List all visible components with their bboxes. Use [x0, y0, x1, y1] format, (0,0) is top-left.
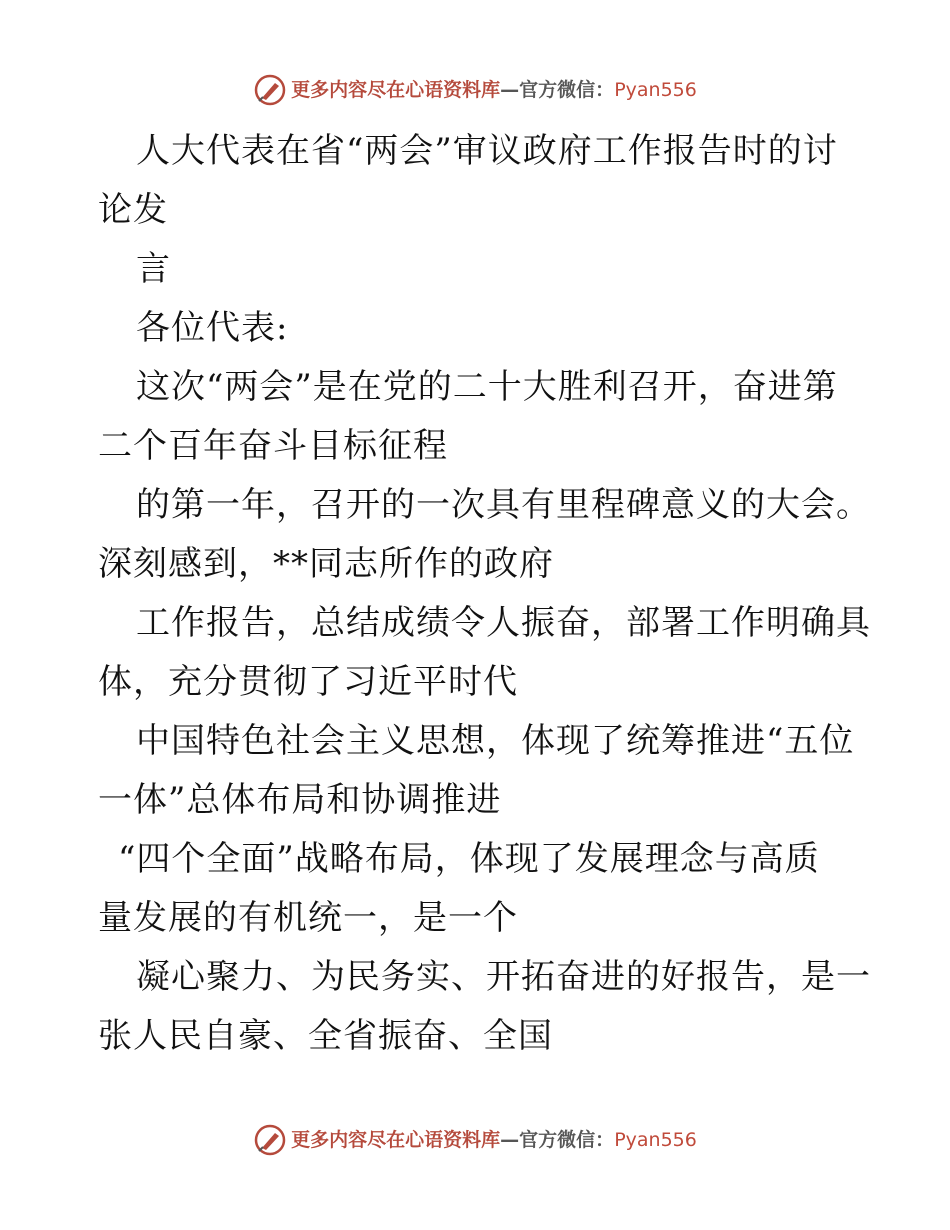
header-banner — [0, 70, 950, 110]
banner-label: —官方微信： — [500, 78, 615, 101]
title-line-1: 人大代表在省“两会”审议政府工作报告时的讨 — [136, 131, 838, 171]
banner-label: —官方微信： — [500, 1128, 615, 1151]
footer-banner — [0, 1120, 950, 1160]
paragraph-line: 量发展的有机统一，是一个 — [98, 898, 518, 938]
salutation: 各位代表: — [136, 308, 289, 348]
banner-text — [291, 78, 697, 101]
quill-circle-icon — [253, 1123, 287, 1157]
banner-brand: 更多内容尽在心语资料库 — [291, 78, 501, 101]
paragraph-line: 中国特色社会主义思想，体现了统筹推进“五位 — [136, 721, 855, 761]
paragraph-line: 的第一年，召开的一次具有里程碑意义的大会。 — [136, 485, 871, 525]
title-line-2: 论发 — [98, 190, 168, 230]
paragraph-line: 一体”总体布局和协调推进 — [98, 780, 502, 820]
paragraph-line: 张人民自豪、全省振奋、全国 — [98, 1016, 553, 1056]
title-line-3: 言 — [136, 249, 171, 289]
paragraph-line: 体，充分贯彻了习近平时代 — [98, 662, 518, 702]
banner-wechat-id: Pyan556 — [614, 1128, 697, 1151]
banner-brand: 更多内容尽在心语资料库 — [291, 1128, 501, 1151]
banner-text — [291, 1128, 697, 1151]
paragraph-line: 工作报告，总结成绩令人振奋，部署工作明确具 — [136, 603, 871, 643]
paragraph-line: 二个百年奋斗目标征程 — [98, 426, 448, 466]
paragraph-line: 深刻感到，**同志所作的政府 — [98, 544, 554, 584]
document-body — [98, 122, 871, 1066]
quill-circle-icon — [253, 73, 287, 107]
paragraph-line: “四个全面”战略布局，体现了发展理念与高质 — [118, 839, 820, 879]
paragraph-line: 凝心聚力、为民务实、开拓奋进的好报告，是一 — [136, 957, 871, 997]
paragraph-line: 这次“两会”是在党的二十大胜利召开，奋进第 — [136, 367, 838, 407]
banner-wechat-id: Pyan556 — [614, 78, 697, 101]
